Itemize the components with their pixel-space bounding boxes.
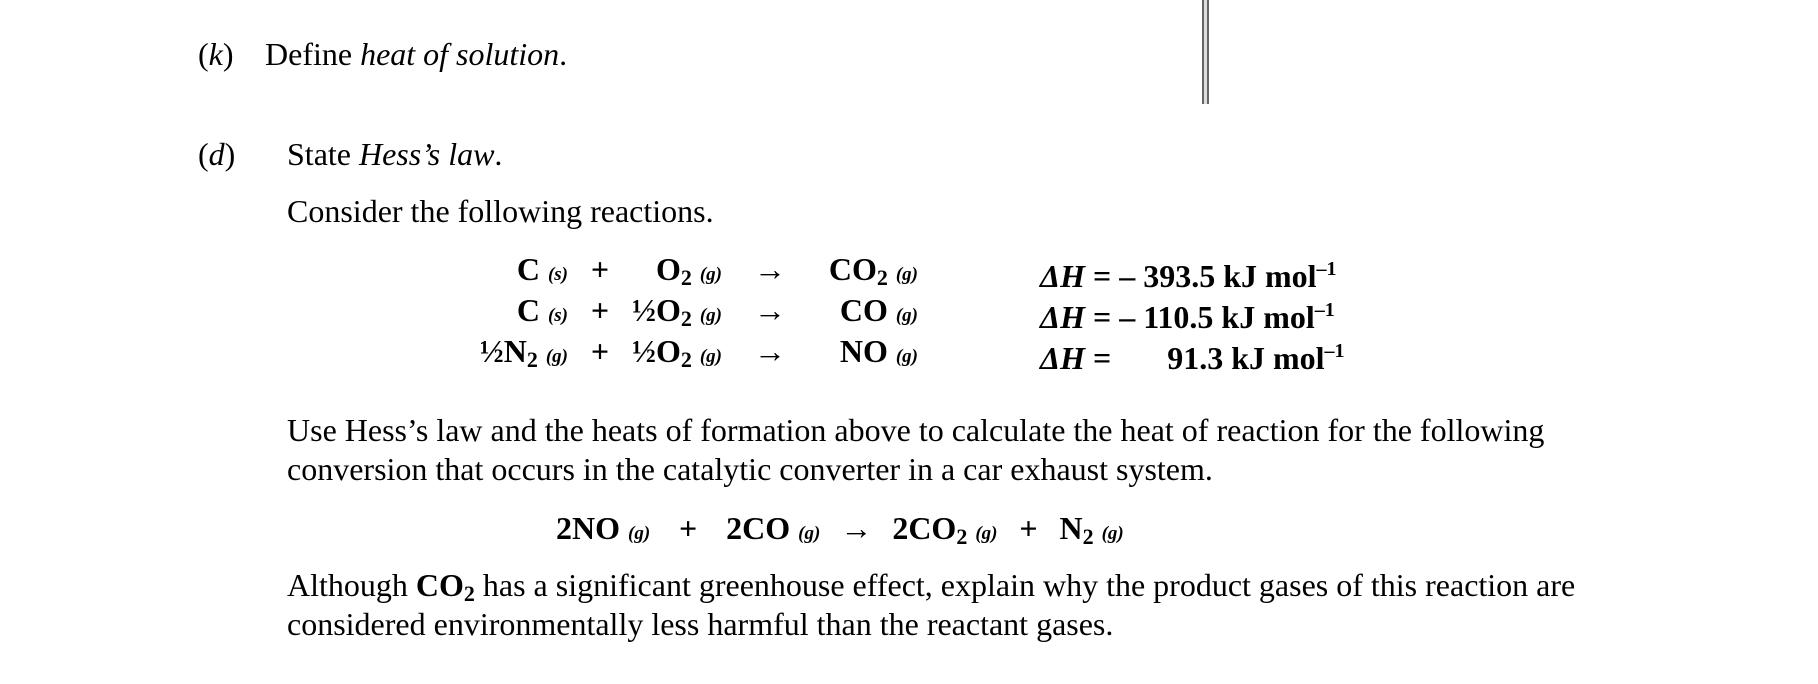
- state-label: (g): [628, 523, 651, 544]
- plus-sign: +: [679, 510, 698, 546]
- instruction-line-2: conversion that occurs in the catalytic converter in a car exhaust system.: [287, 451, 1213, 487]
- explain-line-2: considered environmentally less harmful than the reactant gases.: [287, 606, 1114, 642]
- arrow: →: [754, 333, 786, 369]
- product: CO (g): [839, 292, 918, 328]
- plus-sign: +: [590, 333, 610, 369]
- explain-line-1: Although $CO_2$ has a significant greenhouse effect, explain why the product gases of this reaction are: [287, 567, 1576, 606]
- reactant-1: $\frac{1}{2}N_2$ (g): [479, 333, 568, 372]
- product-co2: $2CO_2$: [892, 510, 968, 549]
- margin-rule: [1202, 0, 1209, 104]
- reactant-1: C (s): [516, 292, 568, 328]
- question-label-d: (d): [198, 136, 236, 172]
- product: NO (g): [839, 333, 918, 369]
- plus-sign: +: [1019, 510, 1038, 546]
- product: $CO_2$ (g): [828, 251, 918, 290]
- state-label: (g): [798, 523, 821, 544]
- reactant-co: 2CO: [726, 510, 791, 546]
- reactant-2: $\frac{1}{2}O_2$ (g): [631, 333, 722, 372]
- arrow: →: [840, 510, 873, 546]
- question-label-k: (k): [198, 36, 234, 72]
- reactant-2: $O_2$ (g): [655, 251, 722, 290]
- state-label: (g): [975, 523, 998, 544]
- enthalpy-change: ΔH = 91.3 kJ mol$^{-1}$: [1040, 340, 1345, 376]
- state-label: (g): [1101, 523, 1124, 544]
- arrow: →: [754, 251, 786, 287]
- enthalpy-change: ΔH = – 110.5 kJ mol$^{-1}$: [1040, 299, 1335, 335]
- plus-sign: +: [590, 292, 610, 328]
- reactant-no: 2NO: [556, 510, 620, 546]
- target-reaction: [556, 509, 1124, 556]
- instruction-line-1: Use Hess’s law and the heats of formation above to calculate the heat of reaction for the following: [287, 412, 1545, 448]
- product-n2: $N_2$: [1059, 510, 1094, 549]
- consider-text: Consider the following reactions.: [287, 193, 714, 229]
- arrow: →: [754, 292, 786, 328]
- question-d-text: State Hess’s law.: [287, 136, 503, 172]
- reactant-2: $\frac{1}{2}O_2$ (g): [631, 292, 722, 331]
- enthalpy-change: ΔH = – 393.5 kJ mol$^{-1}$: [1040, 258, 1337, 294]
- question-k-text: Define heat of solution.: [265, 36, 568, 72]
- plus-sign: +: [590, 251, 610, 287]
- reactant-1: C (s): [516, 251, 568, 287]
